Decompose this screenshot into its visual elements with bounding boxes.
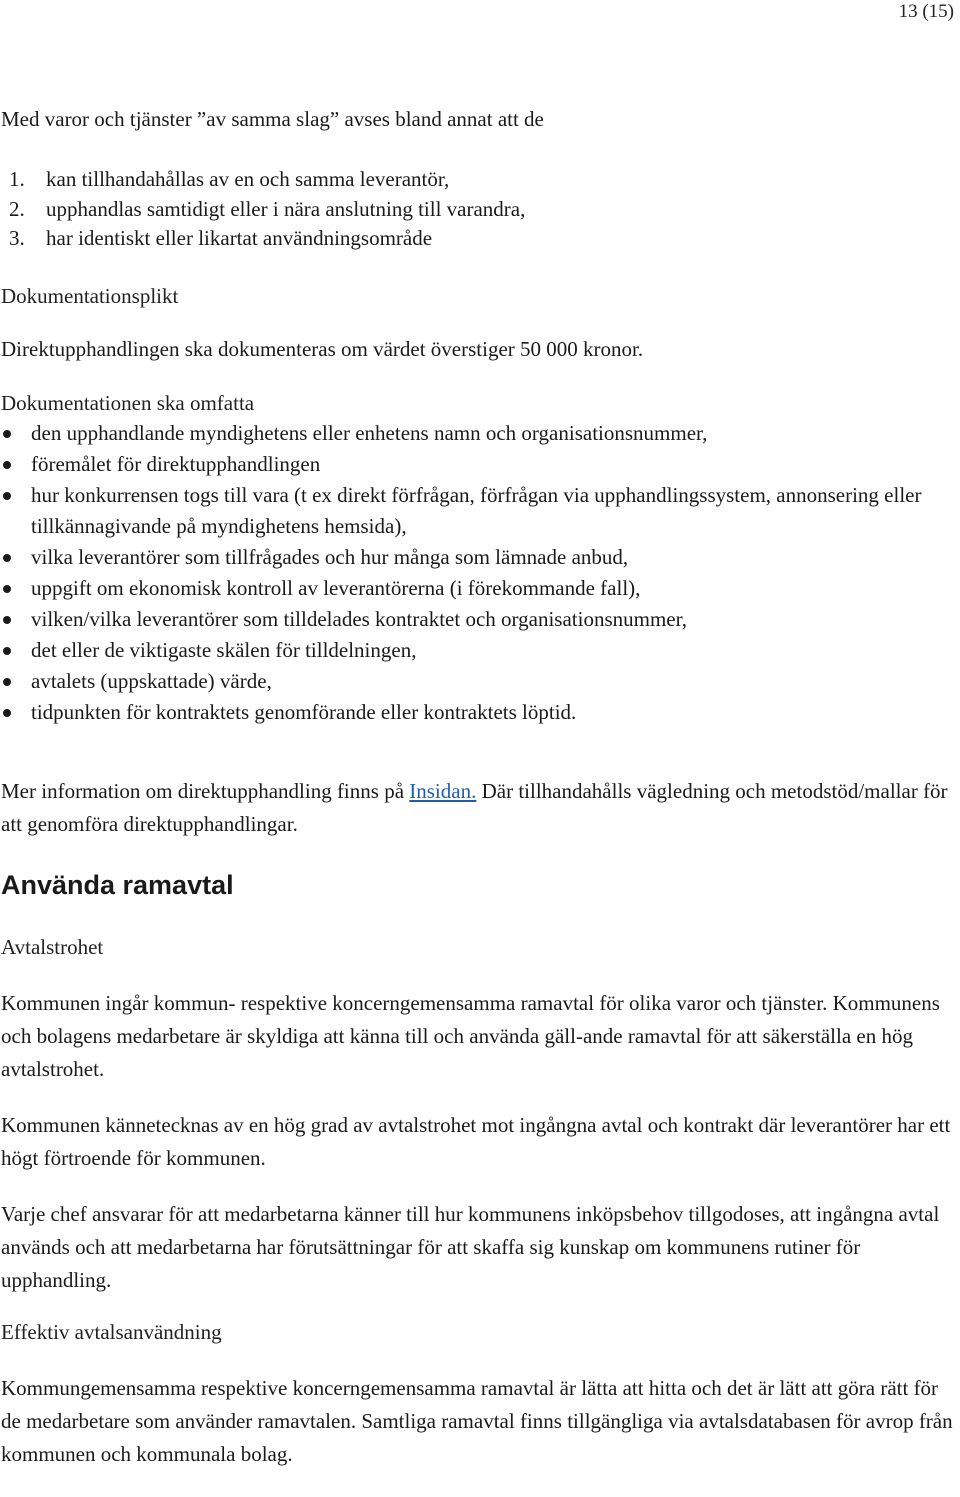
insidan-link[interactable]: Insidan. bbox=[409, 778, 477, 803]
list-item bbox=[1, 666, 956, 697]
bullet-icon bbox=[3, 492, 11, 500]
list-item-text: avtalets (uppskattade) värde, bbox=[31, 668, 272, 693]
list-number: 1. bbox=[9, 167, 25, 191]
list-item-text: upphandlas samtidigt eller i nära anslutning till varandra, bbox=[46, 196, 526, 221]
bullet-icon bbox=[3, 585, 11, 593]
loyalty-paragraph-3: Varje chef ansvarar för att medarbetarna känner till hur kommunens inköpsbehov tillgodoses, att ingångna avtal används och att medarbetarna har förutsättningar för att skaffa sig kunskap om kommunens rutiner för upphandling. bbox=[1, 1201, 940, 1292]
loyalty-paragraph-1: Kommunen ingår kommun- respektive koncerngemensamma ramavtal för olika varor och tjänster. Kommunens och bolagens medarbetare är skyldiga att känna till och använda gäll-ande ramavtal för att säkerställa en hög avtalstrohet. bbox=[1, 990, 940, 1081]
bullet-icon bbox=[3, 709, 11, 717]
list-item bbox=[1, 224, 956, 254]
intro-paragraph: Med varor och tjänster ”av samma slag” avses bland annat att de bbox=[1, 107, 544, 131]
documentation-duty-label: Dokumentationsplikt bbox=[1, 283, 179, 308]
list-item bbox=[1, 195, 956, 225]
list-item bbox=[1, 635, 956, 666]
loyalty-label: Avtalstrohet bbox=[1, 934, 104, 959]
list-item-text: föremålet för direktupphandlingen bbox=[31, 451, 321, 476]
list-item-text: det eller de viktigaste skälen för tilldelningen, bbox=[31, 637, 417, 662]
more-info-text: Mer information om direktupphandling finns på bbox=[1, 778, 410, 803]
bullet-icon bbox=[3, 647, 11, 655]
bullet-icon bbox=[3, 616, 11, 624]
loyalty-paragraph-2: Kommunen kännetecknas av en hög grad av avtalstrohet mot ingångna avtal och kontrakt där leverantörer har ett högt förtroende för kommunen. bbox=[1, 1112, 951, 1170]
list-item-text: tidpunkten för kontraktets genomförande eller kontraktets löptid. bbox=[31, 699, 577, 724]
effective-paragraph: Kommungemensamma respektive koncerngemensamma ramavtal är lätta att hitta och det är lätt att göra rätt för de medarbetare som använder ramavtalen. Samtliga ramavtal finns tillgängliga via avtalsdatabasen för avrop från kommunen och kommunala bolag. bbox=[1, 1375, 953, 1466]
documentation-scope-label: Dokumentationen ska omfatta bbox=[1, 390, 255, 415]
list-item bbox=[1, 480, 956, 542]
list-item bbox=[1, 542, 956, 573]
list-item-text: kan tillhandahållas av en och samma leverantör, bbox=[46, 167, 450, 191]
list-item bbox=[1, 573, 956, 604]
list-item-text: uppgift om ekonomisk kontroll av leverantörerna (i förekommande fall), bbox=[31, 575, 641, 600]
list-item-text: den upphandlande myndighetens eller enhetens namn och organisationsnummer, bbox=[31, 420, 708, 445]
list-item-text: vilken/vilka leverantörer som tilldelades kontraktet och organisationsnummer, bbox=[31, 606, 688, 631]
list-item-text: hur konkurrensen togs till vara (t ex direkt förfrågan, förfrågan via upphandlingssystem, annonsering eller tillkännagivande på myndighetens hemsida), bbox=[31, 482, 922, 538]
criteria-list bbox=[1, 165, 956, 254]
bullet-icon bbox=[3, 678, 11, 686]
list-number: 2. bbox=[9, 196, 25, 221]
more-info-paragraph bbox=[1, 775, 956, 841]
list-item bbox=[1, 418, 956, 449]
documentation-bullet-list bbox=[1, 418, 956, 728]
bullet-icon bbox=[3, 554, 11, 562]
list-item-text: vilka leverantörer som tillfrågades och hur många som lämnade anbud, bbox=[31, 544, 629, 569]
bullet-icon bbox=[3, 461, 11, 469]
list-item-text: har identiskt eller likartat användningsområde bbox=[46, 226, 433, 250]
section-heading: Använda ramavtal bbox=[1, 869, 234, 900]
more-info-text-after: Där tillhandahålls vägledning och metodstöd/mallar för att genomföra direktupphandlingar. bbox=[1, 778, 948, 836]
documentation-duty-text: Direktupphandlingen ska dokumenteras om värdet överstiger 50 000 kronor. bbox=[1, 336, 644, 361]
list-item bbox=[1, 697, 956, 728]
bullet-icon bbox=[3, 430, 11, 438]
effective-label: Effektiv avtalsanvändning bbox=[1, 1319, 222, 1344]
list-item bbox=[1, 604, 956, 635]
list-number: 3. bbox=[9, 226, 25, 250]
document-body bbox=[1, 103, 956, 1471]
list-item bbox=[1, 449, 956, 480]
page-number: 13 (15) bbox=[898, 1, 954, 22]
list-item bbox=[1, 165, 956, 195]
